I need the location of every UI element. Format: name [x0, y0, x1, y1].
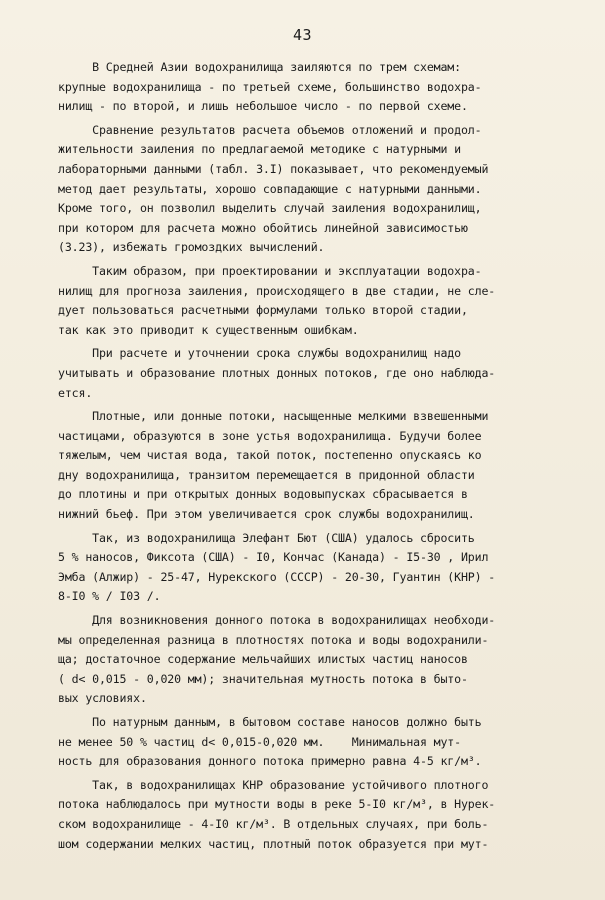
text-line: нилищ - по второй, и лишь небольшое число - по первой схеме.: [58, 99, 468, 114]
text-line: жительности заиления по предлагаемой методике с натурными и: [58, 142, 461, 157]
text-line: По натурным данным, в бытовом составе наносов должно быть: [58, 715, 482, 729]
text-line: лабораторными данными (табл. 3.I) показывает, что рекомендуемый: [58, 161, 489, 176]
text-line: ется.: [58, 385, 93, 400]
text-line: ( d< 0,015 - 0,020 мм); значительная мутность потока в быто-: [58, 671, 468, 686]
paragraph: [58, 611, 583, 709]
paragraph: [58, 58, 583, 117]
text-line: Так, в водохранилищах КНР образование устойчивого плотного: [58, 777, 489, 792]
text-line: ском водохранилище - 4-I0 кг/м³. В отдельных случаях, при боль-: [58, 816, 489, 831]
text-line: Плотные, или донные потоки, насыщенные мелкими взвешенными: [58, 409, 489, 424]
text-line: крупные водохранилища - по третьей схеме, большинство водохра-: [58, 79, 482, 94]
text-line: учитывать и образование плотных донных потоков, где оно наблюда-: [58, 365, 496, 380]
paragraph: [58, 344, 583, 403]
paragraph: [58, 529, 583, 607]
text-line: нижний бьеф. При этом увеличивается срок службы водохранилищ.: [58, 507, 475, 522]
text-line: нилищ для прогноза заиления, происходящего в две стадии, не сле-: [58, 283, 496, 298]
text-line: (3.23), избежать громоздких вычислений.: [58, 240, 325, 255]
text-line: мы определенная разница в плотностях потока и воды водохранили-: [58, 632, 489, 647]
paragraph: [58, 262, 583, 340]
paragraph: [58, 121, 583, 258]
text-line: частицами, образуются в зоне устья водохранилища. Будучи более: [58, 428, 482, 443]
page-number: 43: [292, 26, 313, 44]
text-line: потока наблюдалось при мутности воды в реке 5-I0 кг/м³, в Нурек-: [58, 797, 496, 812]
text-line: шом содержании мелких частиц, плотный поток образуется при мут-: [58, 836, 489, 851]
text-line: Так, из водохранилища Элефант Бют (США) удалось сбросить: [58, 530, 475, 545]
paragraph: [58, 776, 583, 854]
text-line: Сравнение результатов расчета объемов отложений и продол-: [58, 122, 482, 137]
text-line: при котором для расчета можно обойтись линейной зависимостью: [58, 220, 468, 235]
text-line: дует пользоваться расчетными формулами только второй стадии,: [58, 303, 468, 318]
text-line: 5 % наносов, Фиксота (США) - I0, Кончас (Канада) - I5-30 , Ирил: [58, 550, 489, 565]
text-line: ность для образования донного потока примерно равна 4-5 кг/м³.: [58, 754, 482, 769]
text-line: В Средней Азии водохранилища заиляются по трем схемам:: [58, 60, 461, 74]
text-line: При расчете и уточнении срока службы водохранилищ надо: [58, 346, 461, 361]
text-line: Кроме того, он позволил выделить случай заиления водохранилищ,: [58, 201, 482, 216]
text-line: тяжелым, чем чистая вода, такой поток, постепенно опускаясь ко: [58, 448, 482, 463]
text-line: так как это приводит к существенным ошибкам.: [58, 322, 359, 337]
paragraph: [58, 407, 583, 525]
text-line: Для возникновения донного потока в водохранилищах необходи-: [58, 613, 496, 628]
paragraph: [58, 713, 583, 772]
text-line: вых условиях.: [58, 691, 147, 706]
text-line: Таким образом, при проектировании и эксплуатации водохра-: [58, 263, 482, 278]
text-line: метод дает результаты, хорошо совпадающие с натурными данными.: [58, 181, 482, 196]
text-line: не менее 50 % частиц d< 0,015-0,020 мм. Минимальная мут-: [58, 734, 461, 749]
text-line: ща; достаточное содержание мельчайших илистых частиц наносов: [58, 652, 468, 667]
text-line: дну водохранилища, транзитом перемещается в придонной области: [58, 467, 475, 482]
text-line: до плотины и при открытых донных водовыпусках сбрасывается в: [58, 487, 468, 502]
body-text: [58, 58, 583, 854]
text-line: Эмба (Алжир) - 25-47, Нурекского (СССР) - 20-30, Гуантин (КНР) -: [58, 569, 496, 584]
text-line: 8-I0 % / I03 /.: [58, 589, 161, 604]
